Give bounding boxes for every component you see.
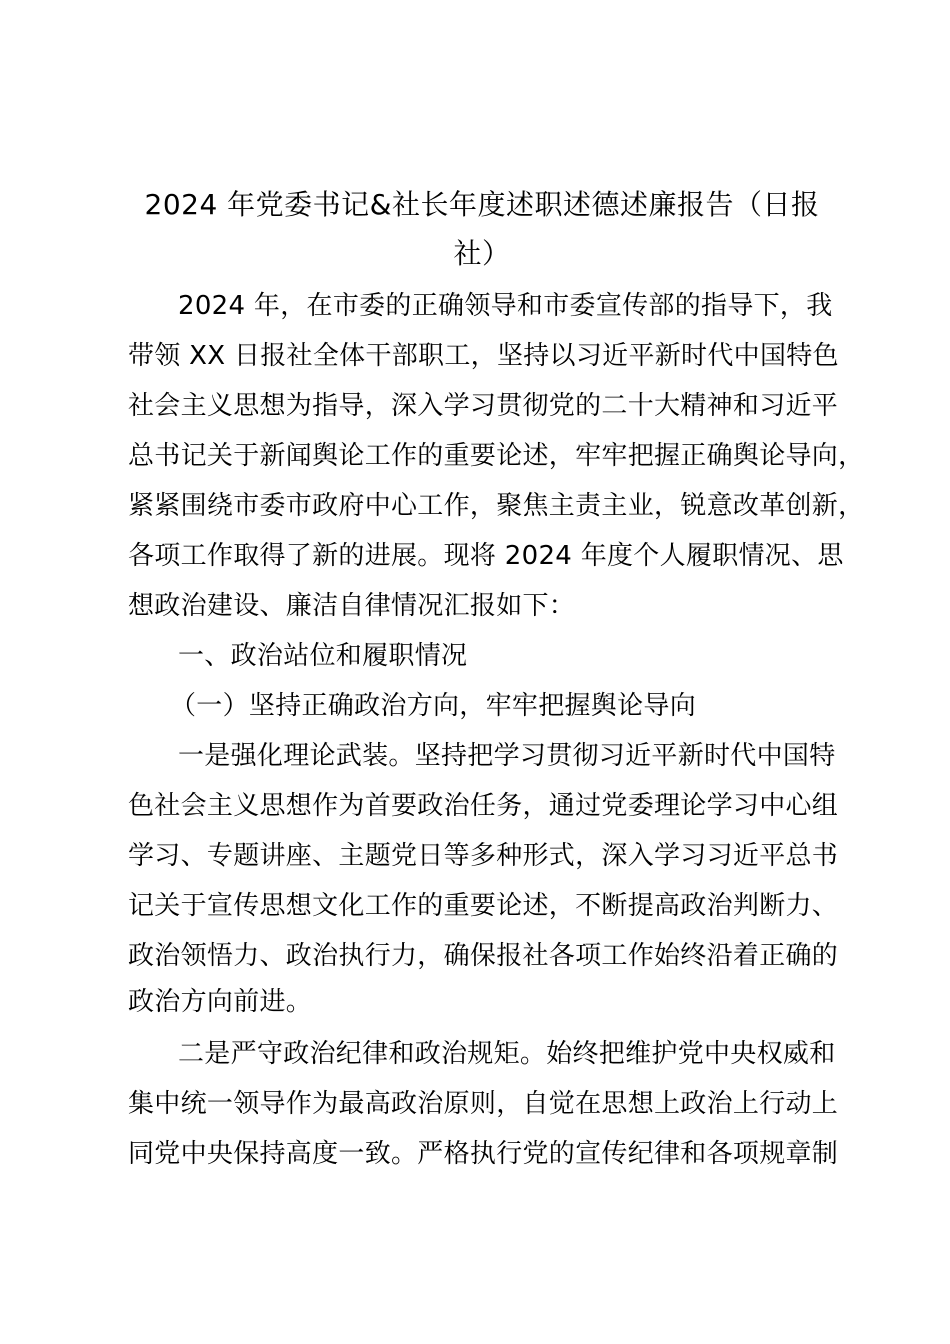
body-line: 同党中央保持高度一致。严格执行党的宣传纪律和各项规章制 bbox=[128, 1139, 839, 1169]
body-line: 社会主义思想为指导，深入学习贯彻党的二十大精神和习近平 bbox=[128, 391, 839, 421]
body-line: 集中统一领导作为最高政治原则，自觉在思想上政治上行动上 bbox=[128, 1089, 839, 1119]
body-line: 一是强化理论武装。坚持把学习贯彻习近平新时代中国特 bbox=[178, 741, 836, 771]
document-title bbox=[128, 180, 836, 278]
body-line: 总书记关于新闻舆论工作的重要论述，牢牢把握正确舆论导向， bbox=[128, 441, 865, 471]
section-heading: 一、政治站位和履职情况 bbox=[178, 641, 468, 671]
body-line: 色社会主义思想作为首要政治任务，通过党委理论学习中心组 bbox=[128, 791, 839, 821]
body-line: 学习、专题讲座、主题党日等多种形式，深入学习习近平总书 bbox=[128, 841, 839, 871]
title-line-1: 2024 年党委书记&社长年度述职述德述廉报告（日报 bbox=[144, 188, 820, 221]
body-line: 记关于宣传思想文化工作的重要论述，不断提高政治判断力、 bbox=[128, 891, 839, 921]
title-line-2: 社） bbox=[453, 237, 511, 270]
body-line: 想政治建设、廉洁自律情况汇报如下： bbox=[128, 591, 576, 621]
body-line: 紧紧围绕市委市政府中心工作，聚焦主责主业，锐意改革创新， bbox=[128, 491, 865, 521]
body-line: 二是严守政治纪律和政治规矩。始终把维护党中央权威和 bbox=[178, 1039, 836, 1069]
subsection-heading: （一）坚持正确政治方向，牢牢把握舆论导向 bbox=[170, 691, 697, 721]
body-line: 政治方向前进。 bbox=[128, 987, 313, 1017]
body-line: 政治领悟力、政治执行力，确保报社各项工作始终沿着正确的 bbox=[128, 941, 839, 971]
body-line: 带领 XX 日报社全体干部职工，坚持以习近平新时代中国特色 bbox=[128, 341, 839, 371]
body-line: 2024 年，在市委的正确领导和市委宣传部的指导下，我 bbox=[178, 291, 833, 321]
body-line: 各项工作取得了新的进展。现将 2024 年度个人履职情况、思 bbox=[128, 541, 844, 571]
